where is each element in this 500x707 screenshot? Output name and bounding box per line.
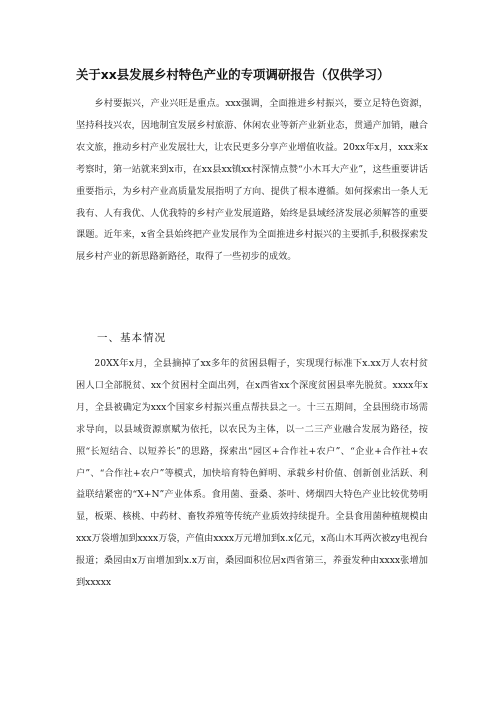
intro-paragraph: 乡村要振兴，产业兴旺是重点。xxx强调，全面推进乡村振兴，要立足特色资源，坚持科技兴农，因地制宜发展乡村旅游、休闲农业等新产业新业态，贯通产加销，融合农文旅，推动乡村产业发展壮大，让农民更多分享产业增值收益。20xx年x月，xxx来x考察时，第一站就来到x市，在xx县xx镇xx村深情点赞“小木耳大产业”，这些重要讲话重要指示，为乡村产业高质量发展指明了方向、提供了根本遵循。如何探索出一条人无我有、人有我优、人优我特的乡村产业发展道路，始终是县域经济发展必须解答的重要课题。近年来，x省全县始终把产业发展作为全面推进乡村振兴的主要抓手,积极探索发展乡村产业的新思路新路径，取得了一些初步的成效。: [76, 98, 428, 263]
basic-situation-paragraph: 20XX年x月，全县摘掉了xx多年的贫困县帽子，实现现行标准下x.xx万人农村贫困人口全部脱贫、xx个贫困村全面出列，在x西省xx个深度贫困县率先脱贫。xxxx年x月，全县被确定为xxx个国家乡村振兴重点帮扶县之一。十三五期间，全县围绕市场需求导向，以县域资源禀赋为依托，以农民为主体，以一二三产业融合发展为路径，按照“长短结合、以短养长”的思路，探索出“园区+合作社+农户”、“企业+合作社+农户”、“合作社+农户”等模式，加快培育特色鲜明、承载乡村价值、创新创业活跃、利益联结紧密的“X+N”产业体系。食用菌、蚕桑、茶叶、烤烟四大特色产业比较优势明显，板栗、核桃、中药材、畜牧养殖等传统产业质效持续提升。全县食用菌种植规模由xxx万袋增加到xxxx万袋，产值由xxxx万元增加到x.x亿元，x高山木耳两次被zy电视台报道；桑园由x万亩增加到x.x万亩，桑园面积位居x西省第三，养蚕发种由xxxx张增加到xxxxx: [76, 358, 428, 589]
section-heading: 一、基本情况: [97, 332, 166, 344]
document-title: 关于xx县发展乡村特色产业的专项调研报告（仅供学习）: [76, 67, 390, 82]
